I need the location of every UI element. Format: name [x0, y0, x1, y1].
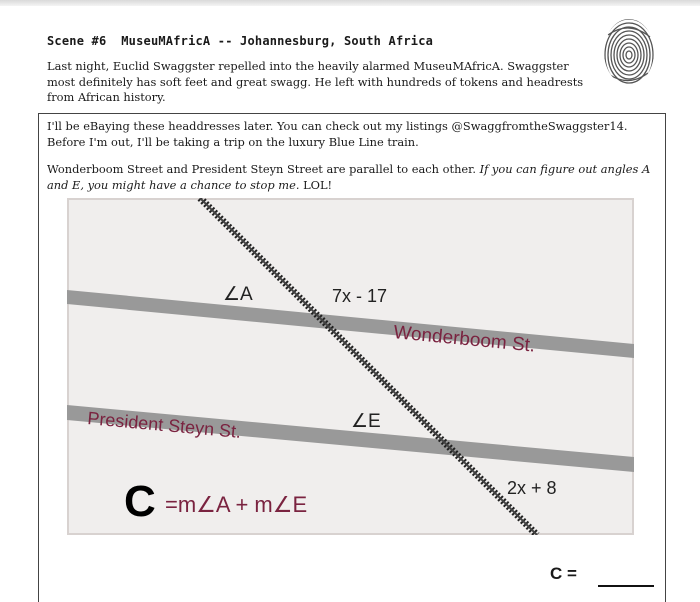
street-diagram	[67, 198, 634, 535]
wonderboom-street-label: Wonderboom St.	[392, 322, 537, 357]
intro-paragraph: Last night, Euclid Swaggster repelled into the heavily alarmed MuseuMAfricA. Swaggster most definitely has soft feet and great swagg. He left with hundreds of tokens and headrests from African history.	[47, 59, 584, 104]
fingerprint-icon	[598, 15, 660, 89]
angle-e-label: ∠E	[351, 411, 381, 432]
message-italic: If you can figure out angles A and E, you might have a chance to stop me.	[47, 162, 651, 192]
message-end: LOL!	[303, 177, 333, 192]
scene-heading: Scene #6 MuseuMAfricA -- Johannesburg, South Africa	[47, 34, 434, 48]
expression-bottom: 2x + 8	[507, 478, 557, 498]
formula-letter-c: C	[124, 477, 156, 526]
angle-a-label: ∠A	[223, 284, 253, 305]
answer-blank-line[interactable]	[598, 585, 654, 587]
answer-label: C =	[550, 564, 577, 583]
formula-expression: =m∠A + m∠E	[165, 492, 308, 517]
message-line-1: I'll be eBaying these headdresses later. You can check out my listings @SwaggfromtheSwaggster14. Before I'm out, I'll be taking a trip on the luxury Blue Line train.	[47, 119, 628, 149]
message-plain: Wonderboom Street and President Steyn Street are parallel to each other.	[47, 162, 476, 176]
expression-top: 7x - 17	[332, 286, 388, 306]
top-shadow-bar	[0, 0, 700, 6]
message-line-2	[47, 162, 659, 193]
president-steyn-street-label: President Steyn St.	[86, 408, 242, 442]
